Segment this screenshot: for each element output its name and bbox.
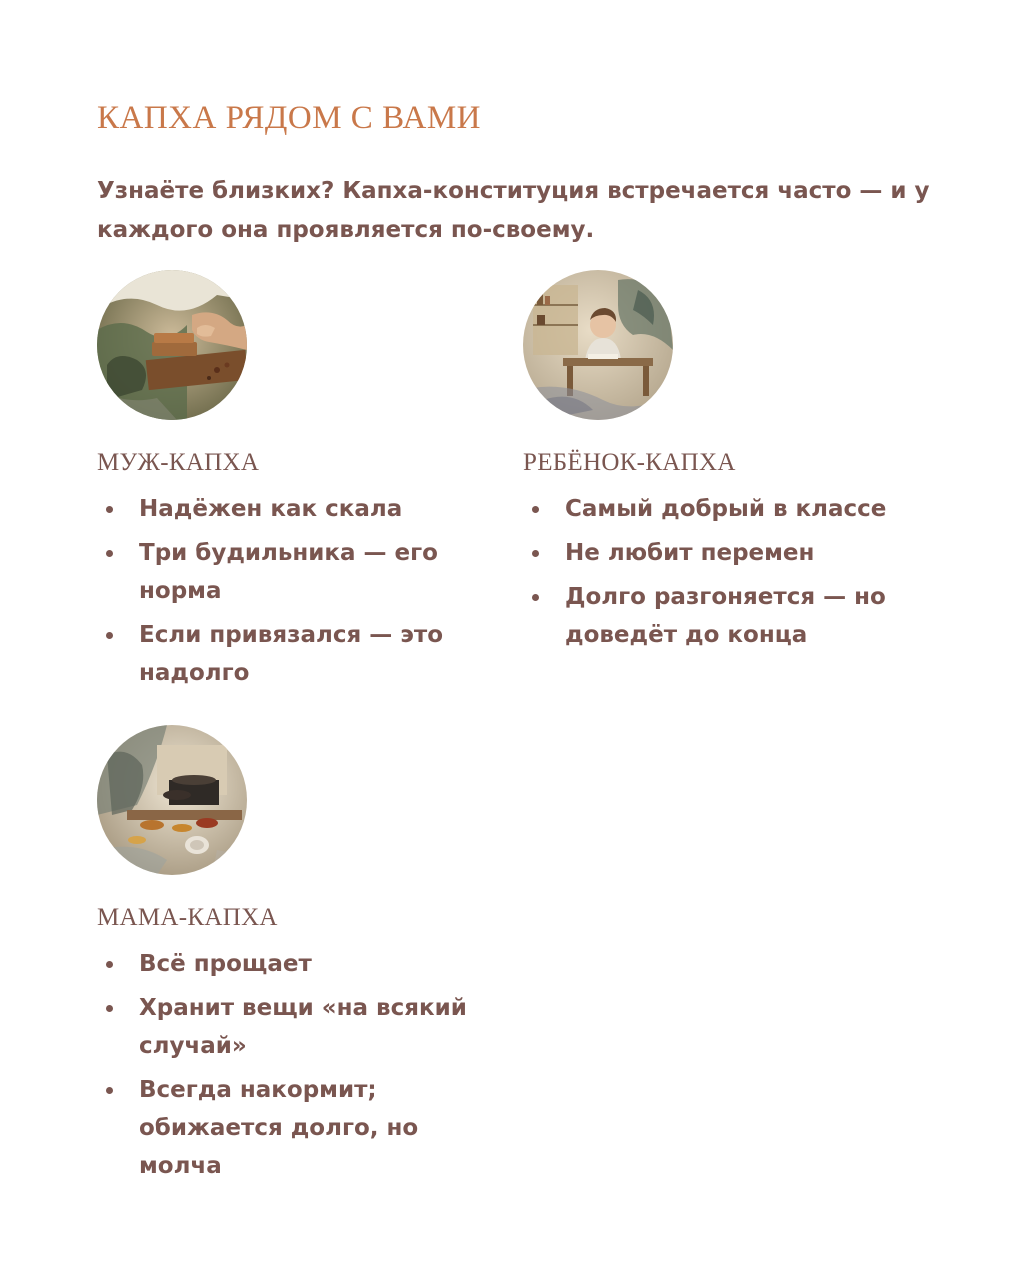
card-mom-kapha xyxy=(97,725,477,1191)
bullet-icon xyxy=(106,550,113,557)
kitchen-cooking-illustration-icon xyxy=(97,725,247,875)
bullet-icon xyxy=(532,550,539,557)
bullet-icon xyxy=(106,1087,113,1094)
card-title: МАМА-КАПХА xyxy=(97,904,278,931)
card-husband-kapha xyxy=(97,270,477,698)
child-at-desk-illustration-icon xyxy=(523,270,673,420)
trait-list xyxy=(97,945,477,1185)
page-title: КАПХА РЯДОМ С ВАМИ xyxy=(97,100,482,136)
list-item: Не любит перемен xyxy=(523,534,943,572)
bullet-icon xyxy=(106,506,113,513)
intro-text: Узнаёте близких? Капха-конституция встречается часто — и у каждого она проявляется по-своему. xyxy=(97,178,930,243)
list-item: Всегда накормит; обижается долго, но молча xyxy=(97,1071,477,1185)
bullet-icon xyxy=(532,506,539,513)
trait-list xyxy=(97,490,477,692)
list-item: Долго разгоняется — но доведёт до конца xyxy=(523,578,943,654)
bullet-icon xyxy=(106,632,113,639)
trait-list xyxy=(523,490,943,654)
bullet-icon xyxy=(106,1005,113,1012)
bullet-icon xyxy=(106,961,113,968)
list-item: Надёжен как скала xyxy=(97,490,477,528)
woodwork-hands-illustration-icon xyxy=(97,270,247,420)
bullet-icon xyxy=(532,594,539,601)
list-item: Всё прощает xyxy=(97,945,477,983)
card-title: РЕБЁНОК-КАПХА xyxy=(523,449,736,476)
list-item: Самый добрый в классе xyxy=(523,490,943,528)
list-item: Три будильника — его норма xyxy=(97,534,477,610)
card-child-kapha xyxy=(523,270,943,660)
list-item: Хранит вещи «на всякий случай» xyxy=(97,989,477,1065)
card-title: МУЖ-КАПХА xyxy=(97,449,260,476)
list-item: Если привязался — это надолго xyxy=(97,616,477,692)
